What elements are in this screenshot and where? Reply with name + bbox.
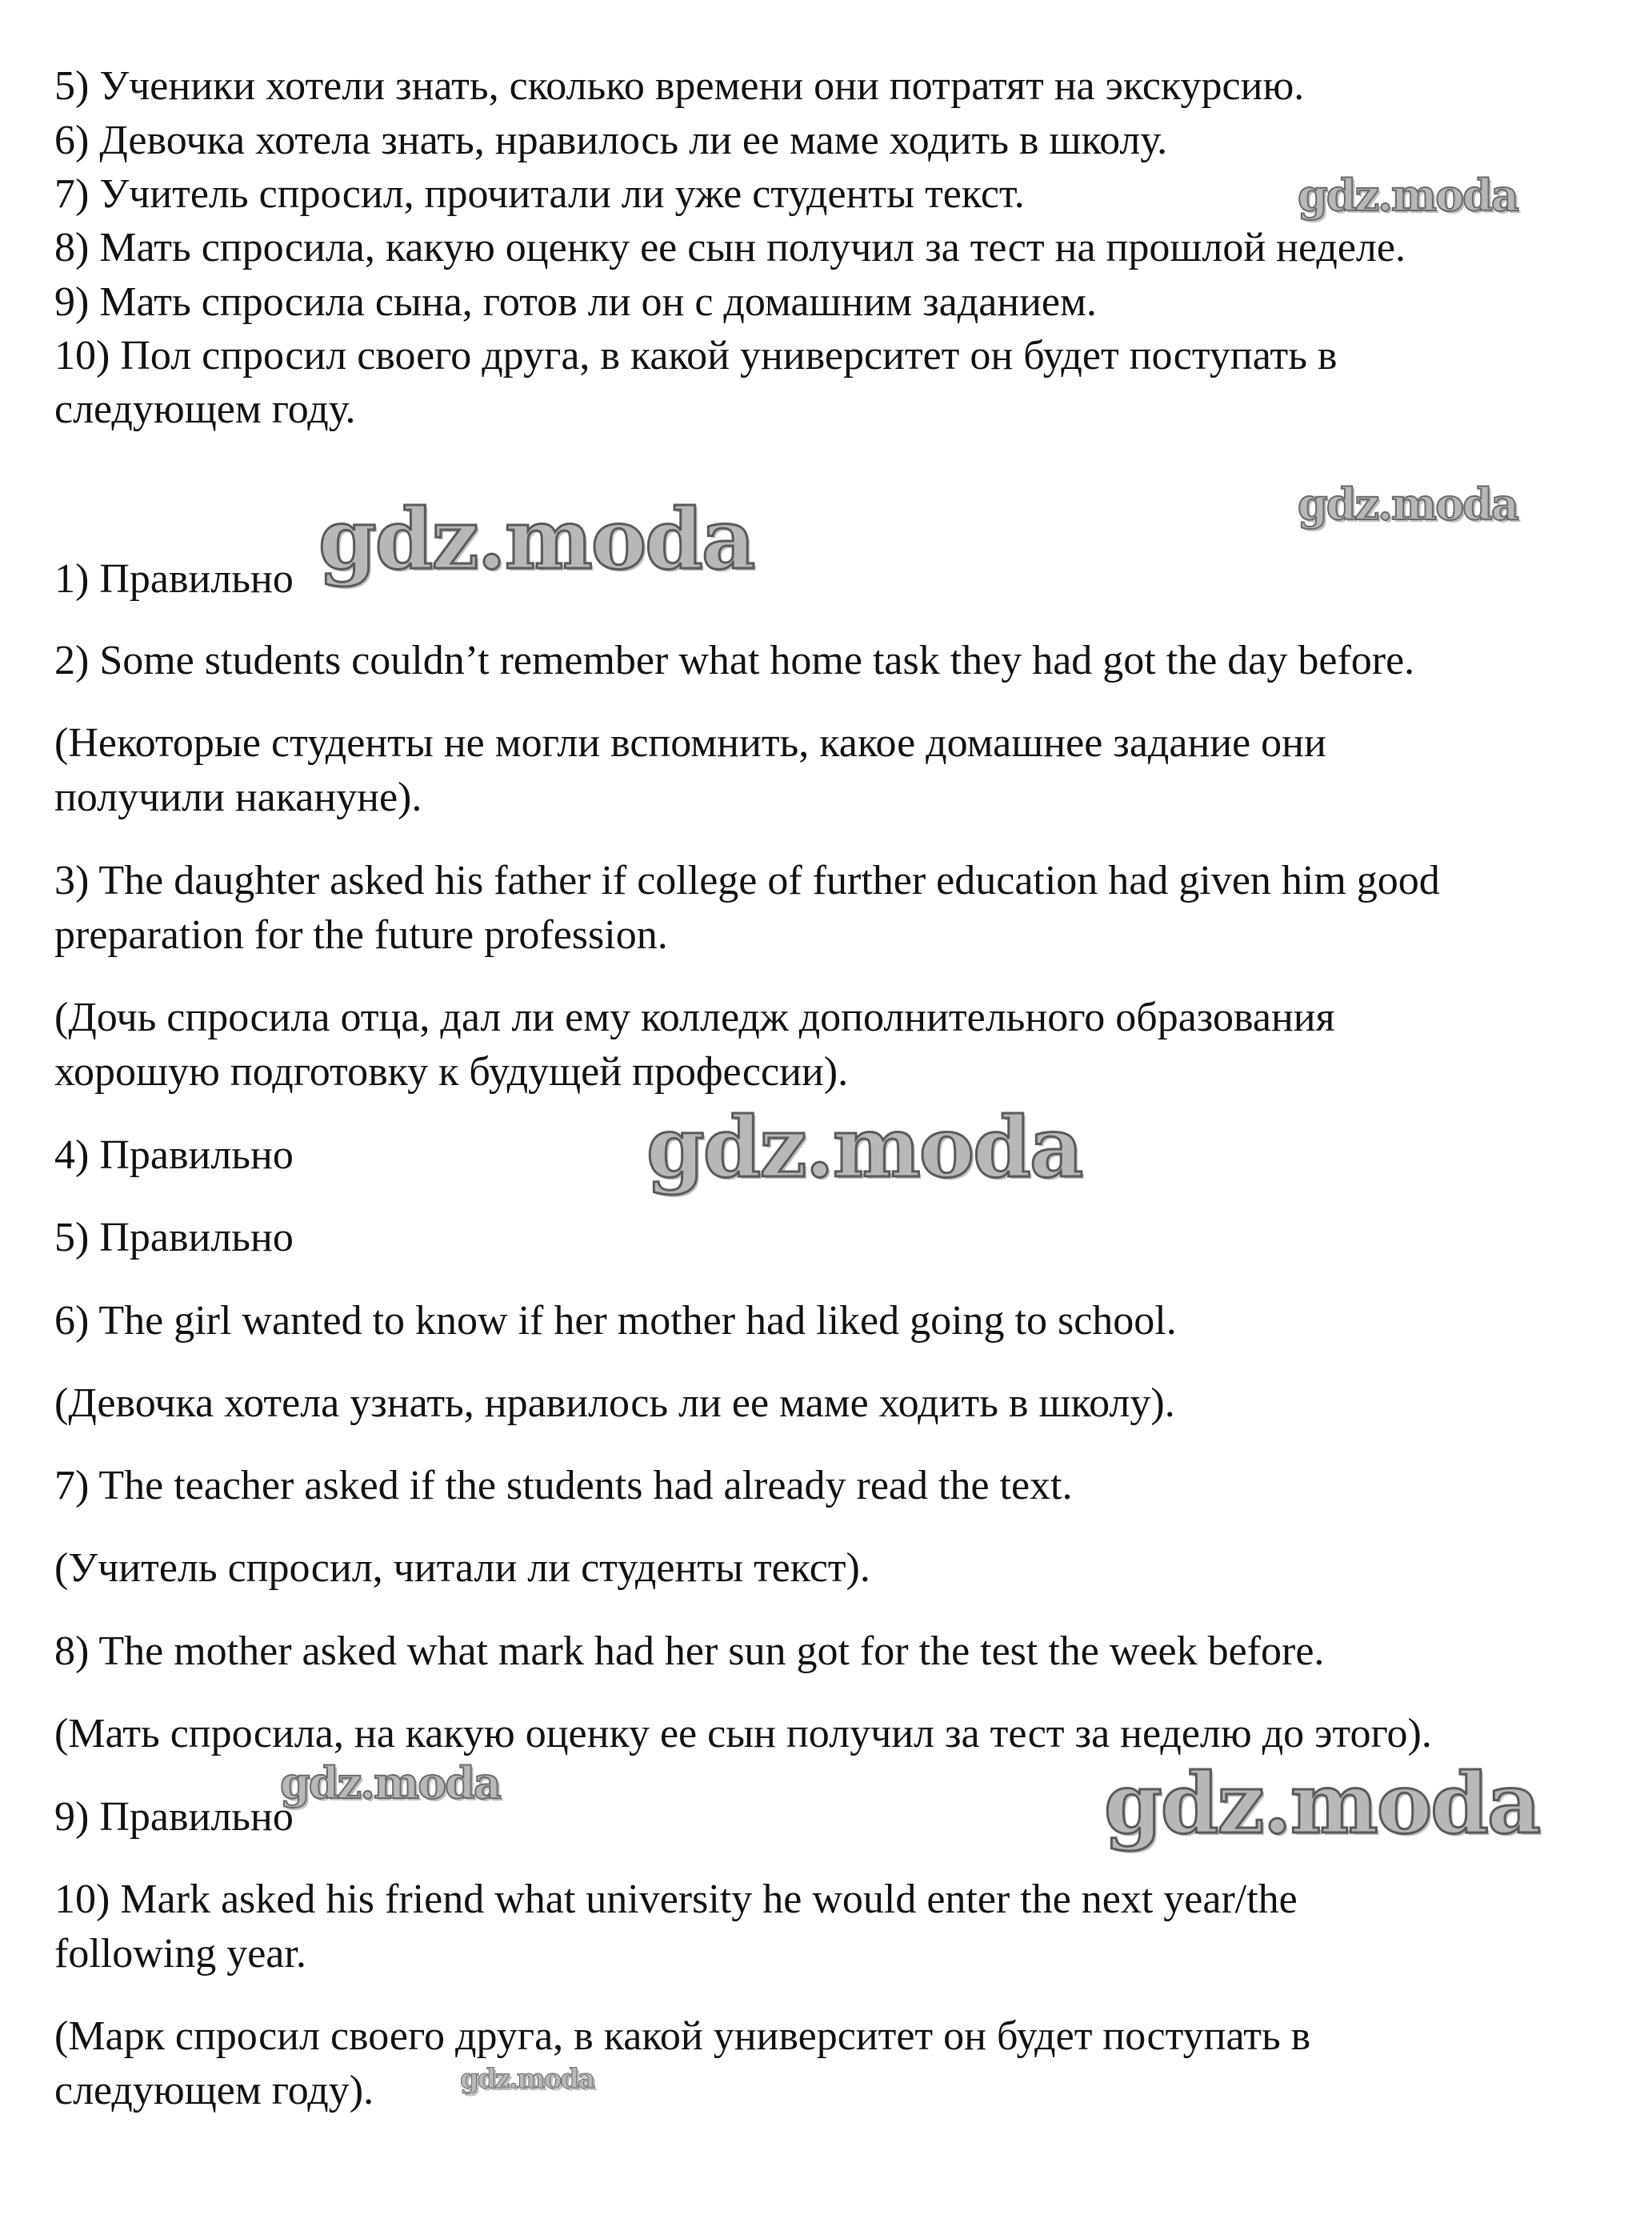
top-list-item-10: 10) Пол спросил своего друга, в какой университет он будет поступать в: [54, 333, 1338, 379]
watermark-logo: gdz.moda: [1104, 1754, 1540, 1852]
watermark-logo: gdz.moda: [1298, 479, 1518, 530]
answer-3-line-2: preparation for the future profession.: [54, 912, 668, 958]
watermark-logo: gdz.moda: [646, 1098, 1082, 1196]
watermark-logo: gdz.moda: [1298, 170, 1518, 221]
top-list-item-8: 8) Мать спросила, какую оценку ее сын получил за тест на прошлой неделе.: [54, 225, 1406, 270]
answer-3-line-1: 3) The daughter asked his father if college of further education had given him good: [54, 858, 1440, 903]
answer-8-translation: (Мать спросила, на какую оценку ее сын получил за тест за неделю до этого).: [54, 1711, 1432, 1756]
answer-5: 5) Правильно: [54, 1215, 294, 1260]
answer-2-translation-line-2: получили накануне).: [54, 775, 422, 820]
answer-8: 8) The mother asked what mark had her sun got for the test the week before.: [54, 1628, 1325, 1674]
answer-6-translation: (Девочка хотела узнать, нравилось ли ее маме ходить в школу).: [54, 1380, 1175, 1426]
answer-10-translation-line-2: следующем году).: [54, 2068, 374, 2113]
answer-10-line-1: 10) Mark asked his friend what university he would enter the next year/the: [54, 1877, 1298, 1922]
answer-4: 4) Правильно: [54, 1132, 294, 1178]
answer-2: 2) Some students couldn’t remember what home task they had got the day before.: [54, 638, 1415, 683]
watermark-logo: gdz.moda: [460, 2063, 594, 2095]
top-list-item-7: 7) Учитель спросил, прочитали ли уже студенты текст.: [54, 171, 1025, 217]
answer-1: 1) Правильно: [54, 556, 294, 602]
answer-10-translation-line-1: (Марк спросил своего друга, в какой университет он будет поступать в: [54, 2013, 1311, 2059]
answer-10-line-2: following year.: [54, 1931, 306, 1977]
answer-3-translation-line-2: хорошую подготовку к будущей профессии).: [54, 1049, 849, 1095]
top-list-item-5: 5) Ученики хотели знать, сколько времени они потратят на экскурсию.: [54, 63, 1305, 109]
top-list-item-6: 6) Девочка хотела знать, нравилось ли ее маме ходить в школу.: [54, 118, 1168, 163]
top-list-item-10-cont: следующем году.: [54, 387, 356, 432]
watermark-logo: gdz.moda: [318, 490, 754, 588]
answer-7: 7) The teacher asked if the students had already read the text.: [54, 1463, 1073, 1508]
answer-7-translation: (Учитель спросил, читали ли студенты текст).: [54, 1545, 870, 1591]
answer-3-translation-line-1: (Дочь спросила отца, дал ли ему колледж дополнительного образования: [54, 995, 1335, 1040]
watermark-logo: gdz.moda: [280, 1757, 500, 1808]
answer-6: 6) The girl wanted to know if her mother had liked going to school.: [54, 1298, 1177, 1344]
answer-2-translation-line-1: (Некоторые студенты не могли вспомнить, какое домашнее задание они: [54, 720, 1326, 766]
top-list-item-9: 9) Мать спросила сына, готов ли он с домашним заданием.: [54, 279, 1097, 325]
answer-9: 9) Правильно: [54, 1794, 294, 1840]
